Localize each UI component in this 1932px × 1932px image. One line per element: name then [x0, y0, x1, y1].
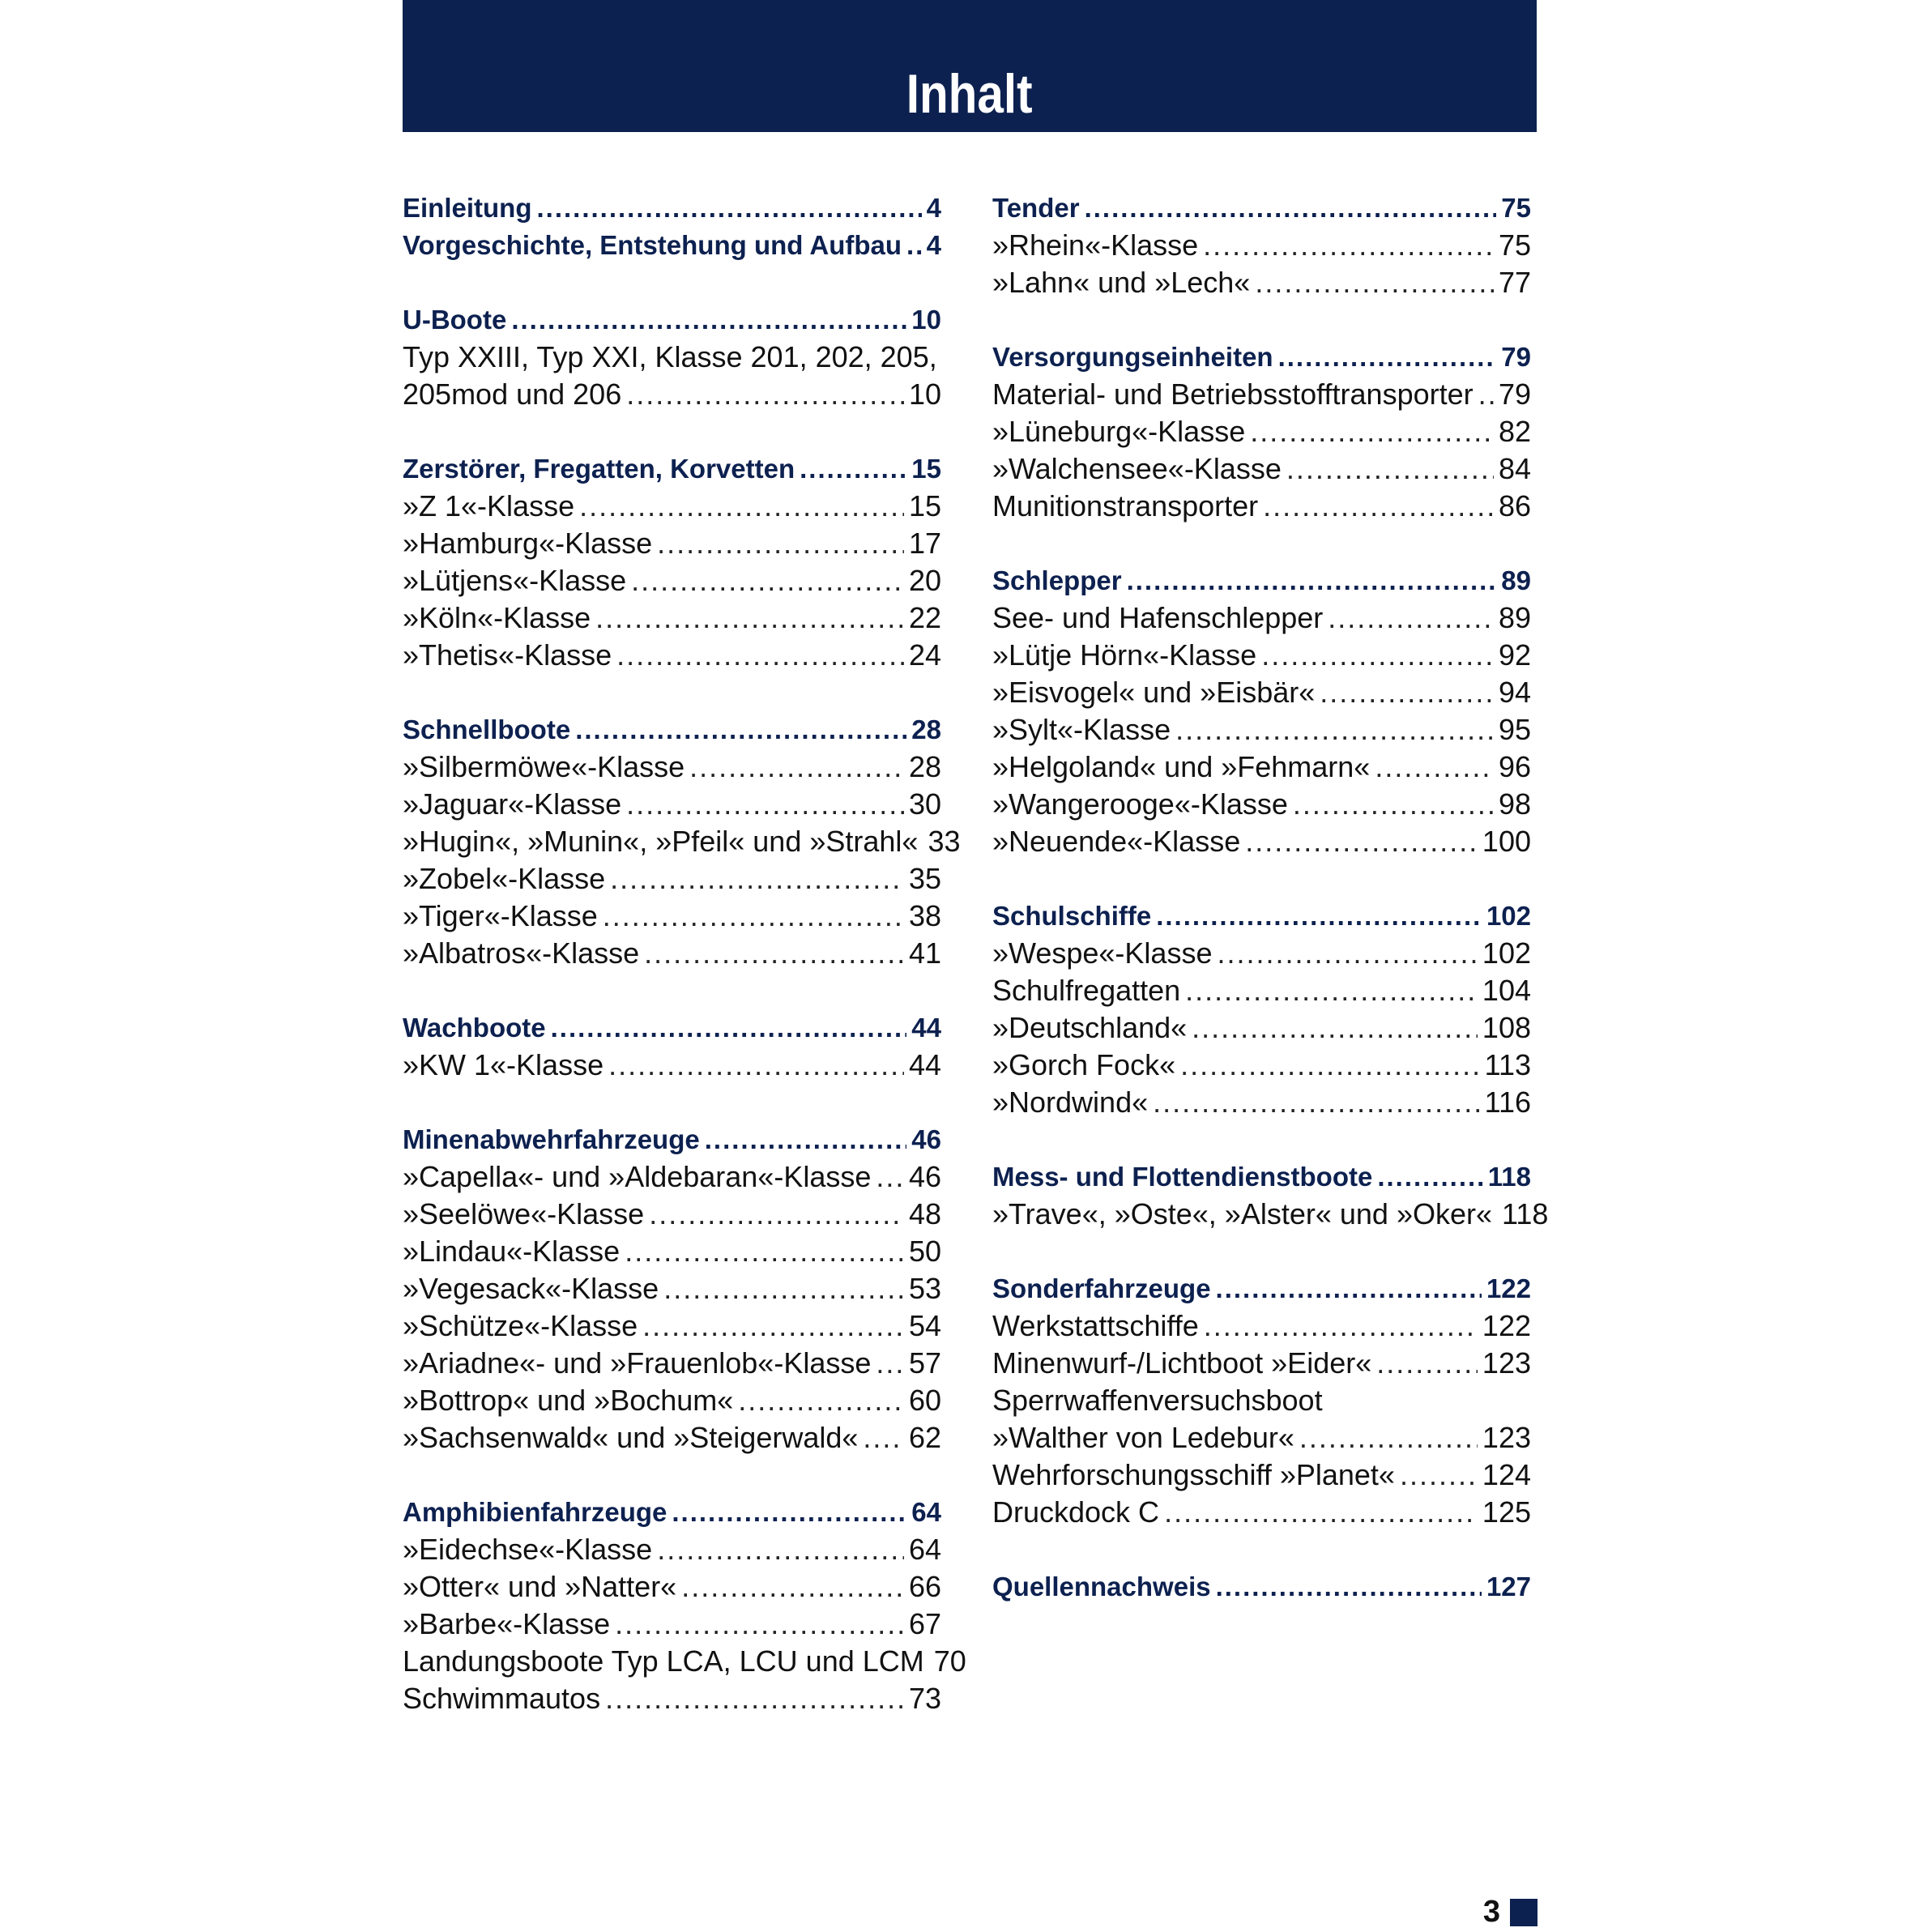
- toc-section: [403, 711, 961, 972]
- dot-leader: [705, 1121, 907, 1158]
- toc-entry[interactable]: [403, 1158, 941, 1196]
- toc-entry-label: »Hamburg«-Klasse: [403, 527, 653, 560]
- toc-entry[interactable]: [403, 1419, 941, 1456]
- toc-entry-label: »Nordwind«: [992, 1085, 1149, 1119]
- dot-leader: [551, 1009, 907, 1047]
- toc-entry-label: »Sachsenwald« und »Steigerwald«: [403, 1421, 859, 1454]
- dot-leader: [1164, 1494, 1478, 1531]
- dot-leader: [738, 1382, 904, 1419]
- toc-heading-entry[interactable]: [403, 1121, 941, 1158]
- toc-heading-entry[interactable]: [403, 1494, 941, 1531]
- toc-page-number: 108: [1482, 1011, 1531, 1044]
- toc-entry-label: Schulschiffe: [992, 901, 1152, 931]
- toc-entry[interactable]: [992, 1307, 1531, 1345]
- toc-page-number: 28: [908, 750, 941, 783]
- toc-entry-label: Material- und Betriebsstofftransporter: [992, 377, 1474, 411]
- dot-leader: [605, 1680, 904, 1717]
- toc-entry-label: Tender: [992, 193, 1080, 223]
- toc-page-number: 125: [1482, 1495, 1531, 1529]
- toc-entry-label: »Tiger«-Klasse: [403, 899, 598, 932]
- toc-entry[interactable]: [403, 339, 941, 376]
- toc-entry-label: Schwimmautos: [403, 1682, 601, 1715]
- toc-entry[interactable]: [403, 1643, 966, 1680]
- toc-page-number: 118: [1487, 1162, 1531, 1192]
- toc-heading-entry[interactable]: [992, 1568, 1531, 1606]
- toc-entry[interactable]: [403, 823, 961, 860]
- toc-entry[interactable]: [403, 599, 941, 637]
- toc-entry[interactable]: [992, 450, 1531, 488]
- toc-entry-label: U-Boote: [403, 305, 507, 335]
- dot-leader: [616, 637, 904, 674]
- toc-entry[interactable]: [403, 488, 941, 525]
- toc-entry[interactable]: [992, 748, 1531, 786]
- toc-page-number: 41: [908, 936, 941, 970]
- toc-entry[interactable]: [992, 935, 1531, 972]
- toc-page-number: 82: [1498, 415, 1531, 448]
- toc-entry-label: »Hugin«, »Munin«, »Pfeil« und »Strahl«: [403, 825, 919, 858]
- dot-leader: [863, 1419, 904, 1456]
- toc-entry[interactable]: [403, 898, 941, 935]
- toc-entry[interactable]: [992, 376, 1531, 413]
- toc-page-number: 75: [1501, 193, 1531, 223]
- toc-entry-label: »Köln«-Klasse: [403, 601, 591, 634]
- dot-leader: [1216, 1270, 1482, 1307]
- toc-heading-entry[interactable]: [403, 301, 941, 339]
- toc-page-number: 124: [1482, 1458, 1531, 1491]
- toc-entry-label: Wehrforschungsschiff »Planet«: [992, 1458, 1395, 1491]
- dot-leader: [1400, 1456, 1478, 1494]
- toc-entry[interactable]: [992, 1196, 1549, 1233]
- toc-entry-label: »Eisvogel« und »Eisbär«: [992, 676, 1316, 709]
- page-title: Inhalt: [906, 63, 1033, 125]
- toc-entry-label: »Lahn« und »Lech«: [992, 266, 1251, 299]
- toc-entry[interactable]: [403, 786, 941, 823]
- toc-page-number: 54: [908, 1309, 941, 1342]
- toc-entry[interactable]: [992, 264, 1531, 301]
- dot-leader: [1156, 898, 1482, 935]
- toc-page-number: 50: [908, 1235, 941, 1268]
- toc-entry-label: »Schütze«-Klasse: [403, 1309, 638, 1342]
- dot-leader: [672, 1494, 906, 1531]
- toc-page-number: 95: [1498, 713, 1531, 746]
- toc-page-number: 35: [908, 862, 941, 895]
- dot-leader: [610, 860, 904, 898]
- toc-entry-label: »Seelöwe«-Klasse: [403, 1197, 645, 1230]
- dot-leader: [537, 190, 922, 227]
- title-banner: [403, 0, 1537, 132]
- toc-entry[interactable]: [992, 227, 1531, 264]
- toc-entry-label: »Jaguar«-Klasse: [403, 787, 622, 821]
- toc-entry-label: »Capella«- und »Aldebaran«-Klasse: [403, 1160, 872, 1193]
- toc-entry-label: »Wespe«-Klasse: [992, 936, 1213, 970]
- toc-section: [403, 1494, 966, 1717]
- toc-page-number: 64: [911, 1497, 941, 1527]
- dot-leader: [1217, 935, 1477, 972]
- dot-leader: [1185, 972, 1478, 1009]
- toc-entry-label: Sonderfahrzeuge: [992, 1273, 1211, 1303]
- toc-page-number: 92: [1498, 638, 1531, 672]
- toc-entry[interactable]: [403, 1531, 941, 1568]
- dot-leader: [631, 562, 904, 599]
- page-number: 3: [1482, 1895, 1500, 1929]
- toc-entry-label: »Bottrop« und »Bochum«: [403, 1384, 734, 1417]
- toc-entry[interactable]: [403, 637, 941, 674]
- toc-entry-label: Sperrwaffenversuchsboot: [992, 1384, 1323, 1417]
- toc-entry-label: »Silbermöwe«-Klasse: [403, 750, 685, 783]
- toc-entry[interactable]: [403, 1382, 941, 1419]
- toc-entry-label: »Wangerooge«-Klasse: [992, 787, 1288, 821]
- toc-entry[interactable]: [403, 1606, 941, 1643]
- toc-section: [403, 1009, 941, 1084]
- toc-page-number: 33: [928, 825, 961, 858]
- dot-leader: [615, 1606, 904, 1643]
- toc-page-number: 48: [908, 1197, 941, 1230]
- dot-leader: [1127, 562, 1497, 599]
- toc-page-number: 113: [1484, 1048, 1531, 1081]
- toc-entry[interactable]: [992, 1494, 1531, 1531]
- dot-leader: [906, 227, 922, 264]
- dot-leader: [1203, 227, 1494, 264]
- toc-page-number: 46: [908, 1160, 941, 1193]
- toc-entry[interactable]: [992, 1084, 1531, 1121]
- toc-heading-entry[interactable]: [992, 898, 1531, 935]
- toc-page-number: 104: [1482, 974, 1531, 1007]
- dot-leader: [1377, 1158, 1482, 1196]
- toc-entry[interactable]: [992, 972, 1531, 1009]
- toc-page-number: 10: [908, 377, 941, 411]
- dot-leader: [1216, 1568, 1482, 1606]
- toc-page-number: 94: [1498, 676, 1531, 709]
- toc-page-number: 46: [911, 1124, 941, 1154]
- toc-page-number: 24: [908, 638, 941, 672]
- toc-entry-label: Quellennachweis: [992, 1572, 1211, 1601]
- toc-entry-label: »Albatros«-Klasse: [403, 936, 640, 970]
- toc-page-number: 44: [908, 1048, 941, 1081]
- dot-leader: [681, 1568, 904, 1606]
- dot-leader: [1250, 413, 1494, 450]
- dot-leader: [876, 1158, 904, 1196]
- toc-entry[interactable]: [403, 860, 941, 898]
- toc-page-number: 96: [1498, 750, 1531, 783]
- toc-entry-label: »Thetis«-Klasse: [403, 638, 612, 672]
- dot-leader: [575, 711, 906, 748]
- dot-leader: [595, 599, 904, 637]
- toc-entry-label: »KW 1«-Klasse: [403, 1048, 604, 1081]
- dot-leader: [1376, 1345, 1478, 1382]
- dot-leader: [642, 1307, 904, 1345]
- toc-entry-label: Versorgungseinheiten: [992, 342, 1273, 372]
- toc-heading-entry[interactable]: [403, 711, 941, 748]
- toc-page-number: 79: [1501, 342, 1531, 372]
- toc-section: [403, 450, 941, 674]
- toc-page-number: 122: [1486, 1273, 1531, 1303]
- toc-heading-entry[interactable]: [403, 1009, 941, 1047]
- toc-page-number: 62: [908, 1421, 941, 1454]
- toc-page-number: 73: [908, 1682, 941, 1715]
- dot-leader: [1320, 674, 1494, 711]
- page-footer: [1483, 1895, 1537, 1930]
- toc-entry-label: 205mod und 206: [403, 377, 622, 411]
- toc-entry-label: »Ariadne«- und »Frauenlob«-Klasse: [403, 1346, 872, 1380]
- toc-section: [992, 1158, 1549, 1233]
- toc-page-number: 28: [911, 714, 941, 744]
- toc-section: [992, 1270, 1531, 1531]
- toc-page-number: 98: [1498, 787, 1531, 821]
- toc-section: [403, 1121, 941, 1456]
- toc-entry-label: Zerstörer, Fregatten, Korvetten: [403, 454, 795, 484]
- toc-entry-label: »Sylt«-Klasse: [992, 713, 1171, 746]
- dot-leader: [1375, 748, 1494, 786]
- toc-entry-label: »Lütjens«-Klasse: [403, 564, 627, 597]
- toc-entry-label: Schulfregatten: [992, 974, 1181, 1007]
- dot-leader: [1328, 599, 1494, 637]
- toc-entry-label: Vorgeschichte, Entstehung und Aufbau: [403, 230, 902, 260]
- toc-section: [992, 190, 1531, 301]
- toc-entry-label: Werkstattschiffe: [992, 1309, 1199, 1342]
- toc-page-number: 17: [908, 527, 941, 560]
- toc-entry-label: »Walther von Ledebur«: [992, 1421, 1294, 1454]
- toc-page-number: 127: [1486, 1572, 1531, 1601]
- dot-leader: [1261, 637, 1494, 674]
- toc-page-number: 86: [1498, 489, 1531, 522]
- toc-page-number: 44: [911, 1013, 941, 1043]
- dot-leader: [1293, 786, 1494, 823]
- toc-page-number: 10: [911, 305, 941, 335]
- toc-entry[interactable]: [403, 1047, 941, 1084]
- toc-section: [992, 339, 1531, 525]
- footer-square-marker: [1510, 1899, 1537, 1926]
- toc-entry[interactable]: [403, 935, 941, 972]
- toc-entry[interactable]: [403, 1345, 941, 1382]
- dot-leader: [876, 1345, 904, 1382]
- dot-leader: [511, 301, 906, 339]
- toc-entry-label: Einleitung: [403, 193, 532, 223]
- toc-entry[interactable]: [992, 1345, 1531, 1382]
- dot-leader: [1478, 376, 1494, 413]
- toc-entry-label: »Z 1«-Klasse: [403, 489, 575, 522]
- toc-page-number: 15: [908, 489, 941, 522]
- dot-leader: [663, 1270, 904, 1307]
- toc-heading-entry[interactable]: [992, 562, 1531, 599]
- dot-leader: [603, 898, 904, 935]
- toc-entry[interactable]: [403, 562, 941, 599]
- dot-leader: [625, 1233, 904, 1270]
- dot-leader: [649, 1196, 904, 1233]
- toc-page-number: 102: [1486, 901, 1531, 931]
- toc-entry-label: »Lüneburg«-Klasse: [992, 415, 1246, 448]
- toc-section: [992, 898, 1531, 1121]
- toc-entry[interactable]: [403, 1233, 941, 1270]
- toc-page-number: 89: [1501, 565, 1531, 595]
- dot-leader: [626, 376, 904, 413]
- dot-leader: [1245, 823, 1478, 860]
- toc-entry-label: »Vegesack«-Klasse: [403, 1272, 659, 1305]
- toc-entry-label: »Walchensee«-Klasse: [992, 452, 1282, 485]
- dot-leader: [1299, 1419, 1478, 1456]
- toc-entry-label: »Deutschland«: [992, 1011, 1188, 1044]
- dot-leader: [1175, 711, 1494, 748]
- toc-section: [992, 1568, 1531, 1606]
- dot-leader: [1286, 450, 1494, 488]
- toc-entry-label: »Gorch Fock«: [992, 1048, 1176, 1081]
- toc-entry-label: Schnellboote: [403, 714, 571, 744]
- toc-entry[interactable]: [992, 674, 1531, 711]
- toc-page-number: 15: [911, 454, 941, 484]
- toc-section: [403, 301, 941, 413]
- dot-leader: [1263, 488, 1494, 525]
- toc-entry[interactable]: [403, 1680, 941, 1717]
- toc-entry[interactable]: [992, 1009, 1531, 1047]
- toc-page-number: 123: [1482, 1421, 1531, 1454]
- toc-heading-entry[interactable]: [403, 450, 941, 488]
- dot-leader: [1255, 264, 1494, 301]
- toc-entry[interactable]: [403, 1270, 941, 1307]
- toc-entry-label: »Barbe«-Klasse: [403, 1607, 611, 1640]
- toc-heading-entry[interactable]: [992, 339, 1531, 376]
- toc-entry-label: »Lindau«-Klasse: [403, 1235, 621, 1268]
- toc-entry-label: Minenabwehrfahrzeuge: [403, 1124, 700, 1154]
- toc-page-number: 100: [1482, 825, 1531, 858]
- toc-page-number: 118: [1502, 1197, 1549, 1230]
- toc-page-number: 38: [908, 899, 941, 932]
- toc-entry[interactable]: [992, 1382, 1531, 1419]
- toc-page-number: 4: [926, 193, 941, 223]
- toc-page-number: 64: [908, 1533, 941, 1566]
- toc-entry-label: Mess- und Flottendienstboote: [992, 1162, 1373, 1192]
- toc-page-number: 22: [908, 601, 941, 634]
- dot-leader: [608, 1047, 904, 1084]
- toc-entry-label: Typ XXIII, Typ XXI, Klasse 201, 202, 205,: [403, 340, 937, 373]
- toc-entry-label: Druckdock C: [992, 1495, 1160, 1529]
- toc-page-number: 53: [908, 1272, 941, 1305]
- dot-leader: [1278, 339, 1497, 376]
- dot-leader: [689, 748, 904, 786]
- toc-page-number: 66: [908, 1570, 941, 1603]
- toc-page-number: 57: [908, 1346, 941, 1380]
- toc-entry[interactable]: [992, 488, 1531, 525]
- toc-entry[interactable]: [992, 1456, 1531, 1494]
- toc-heading-entry[interactable]: [992, 190, 1531, 227]
- toc-page-number: 4: [926, 230, 941, 260]
- dot-leader: [1204, 1307, 1478, 1345]
- toc-entry[interactable]: [403, 1568, 941, 1606]
- toc-entry[interactable]: [992, 823, 1531, 860]
- dot-leader: [657, 525, 904, 562]
- toc-right-column: [992, 190, 1549, 1643]
- toc-heading-entry[interactable]: [992, 1270, 1531, 1307]
- toc-page-number: 123: [1482, 1346, 1531, 1380]
- toc-entry[interactable]: [992, 637, 1531, 674]
- toc-page-number: 122: [1482, 1309, 1531, 1342]
- toc-entry[interactable]: [992, 599, 1531, 637]
- dot-leader: [1153, 1084, 1479, 1121]
- toc-entry[interactable]: [992, 1419, 1531, 1456]
- dot-leader: [644, 935, 904, 972]
- toc-entry-label: »Eidechse«-Klasse: [403, 1533, 653, 1566]
- toc-entry-label: »Rhein«-Klasse: [992, 228, 1199, 262]
- toc-entry[interactable]: [992, 711, 1531, 748]
- toc-left-column: [403, 190, 966, 1755]
- toc-page-number: 60: [908, 1384, 941, 1417]
- toc-page-number: 84: [1498, 452, 1531, 485]
- toc-page-number: 67: [908, 1607, 941, 1640]
- dot-leader: [1085, 190, 1497, 227]
- dot-leader: [657, 1531, 904, 1568]
- toc-entry[interactable]: [403, 1307, 941, 1345]
- toc-entry[interactable]: [403, 376, 941, 413]
- toc-entry[interactable]: [992, 1047, 1531, 1084]
- toc-section: [403, 190, 941, 264]
- toc-page-number: 30: [908, 787, 941, 821]
- toc-section: [992, 562, 1531, 860]
- toc-entry[interactable]: [992, 413, 1531, 450]
- toc-entry-label: Landungsboote Typ LCA, LCU und LCM: [403, 1644, 924, 1678]
- toc-page-number: 20: [908, 564, 941, 597]
- toc-entry-label: Schlepper: [992, 565, 1122, 595]
- dot-leader: [1192, 1009, 1478, 1047]
- toc-heading-entry[interactable]: [992, 1158, 1531, 1196]
- toc-page-number: 116: [1484, 1085, 1531, 1119]
- dot-leader: [626, 786, 904, 823]
- toc-page-number: 102: [1482, 936, 1531, 970]
- toc-page-number: 89: [1498, 601, 1531, 634]
- toc-entry-label: Wachboote: [403, 1013, 546, 1043]
- toc-entry-label: Minenwurf-/Lichtboot »Eider«: [992, 1346, 1372, 1380]
- toc-entry-label: »Zobel«-Klasse: [403, 862, 606, 895]
- toc-heading-entry[interactable]: [403, 227, 941, 264]
- dot-leader: [1180, 1047, 1480, 1084]
- dot-leader: [800, 450, 906, 488]
- toc-entry-label: »Helgoland« und »Fehmarn«: [992, 750, 1371, 783]
- toc-entry[interactable]: [403, 525, 941, 562]
- toc-entry[interactable]: [403, 1196, 941, 1233]
- toc-entry-label: »Trave«, »Oste«, »Alster« und »Oker«: [992, 1197, 1492, 1230]
- toc-entry-label: Munitionstransporter: [992, 489, 1259, 522]
- toc-entry-label: »Neuende«-Klasse: [992, 825, 1241, 858]
- dot-leader: [579, 488, 904, 525]
- toc-entry-label: See- und Hafenschlepper: [992, 601, 1324, 634]
- toc-page-number: 79: [1498, 377, 1531, 411]
- toc-page-number: 75: [1498, 228, 1531, 262]
- toc-entry-label: »Otter« und »Natter«: [403, 1570, 677, 1603]
- toc-entry[interactable]: [403, 748, 941, 786]
- toc-page-number: 77: [1498, 266, 1531, 299]
- toc-entry-label: Amphibienfahrzeuge: [403, 1497, 667, 1527]
- toc-page-number: 70: [933, 1644, 966, 1678]
- toc-entry-label: »Lütje Hörn«-Klasse: [992, 638, 1257, 672]
- toc-heading-entry[interactable]: [403, 190, 941, 227]
- toc-entry[interactable]: [992, 786, 1531, 823]
